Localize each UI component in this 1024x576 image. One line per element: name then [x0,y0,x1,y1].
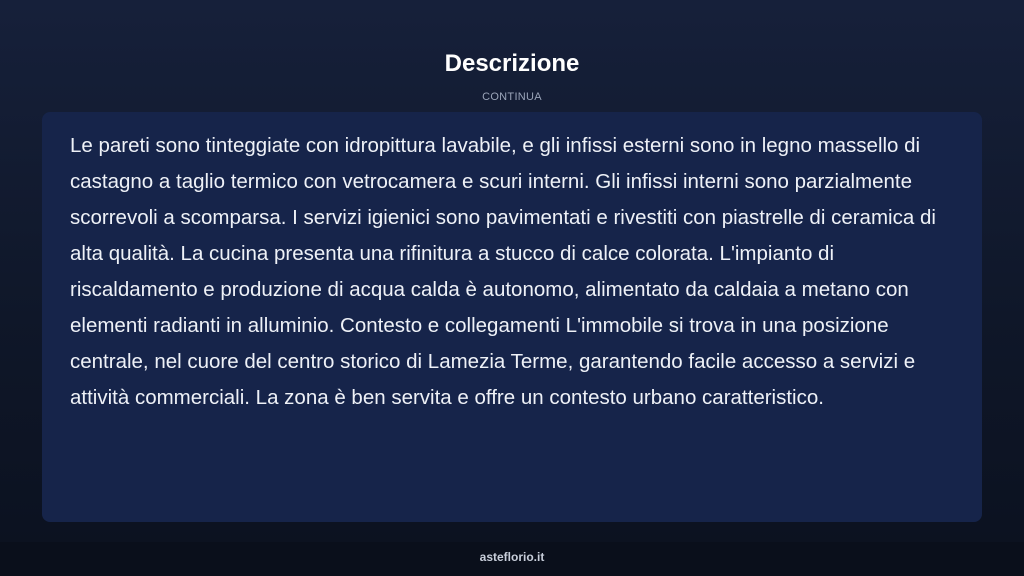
footer-brand: asteflorio.it [479,550,545,564]
description-text: Le pareti sono tinteggiate con idropittura lavabile, e gli infissi esterni sono in legno massello di castagno a taglio termico con vetrocamera e scuri interni. Gli infissi interni sono parzialmente scorrevoli a scomparsa. I servizi igienici sono pavimentati e rivestiti con piastrelle di ceramica di alta qualità. La cucina presenta una rifinitura a stucco di calce colorata. L'impianto di riscaldamento e produzione di acqua calda è autonomo, alimentato da caldaia a metano con elementi radianti in alluminio. Contesto e collegamenti L'immobile si trova in una posizione centrale, nel cuore del centro storico di Lamezia Terme, garantendo facile accesso a servizi e attività commerciali. La zona è ben servita e offre un contesto urbano caratteristico. [70,134,936,409]
page-title: Descrizione [444,50,580,77]
description-card [42,112,982,522]
footer-bar [0,542,1024,576]
continue-label: CONTINUA [482,91,542,103]
